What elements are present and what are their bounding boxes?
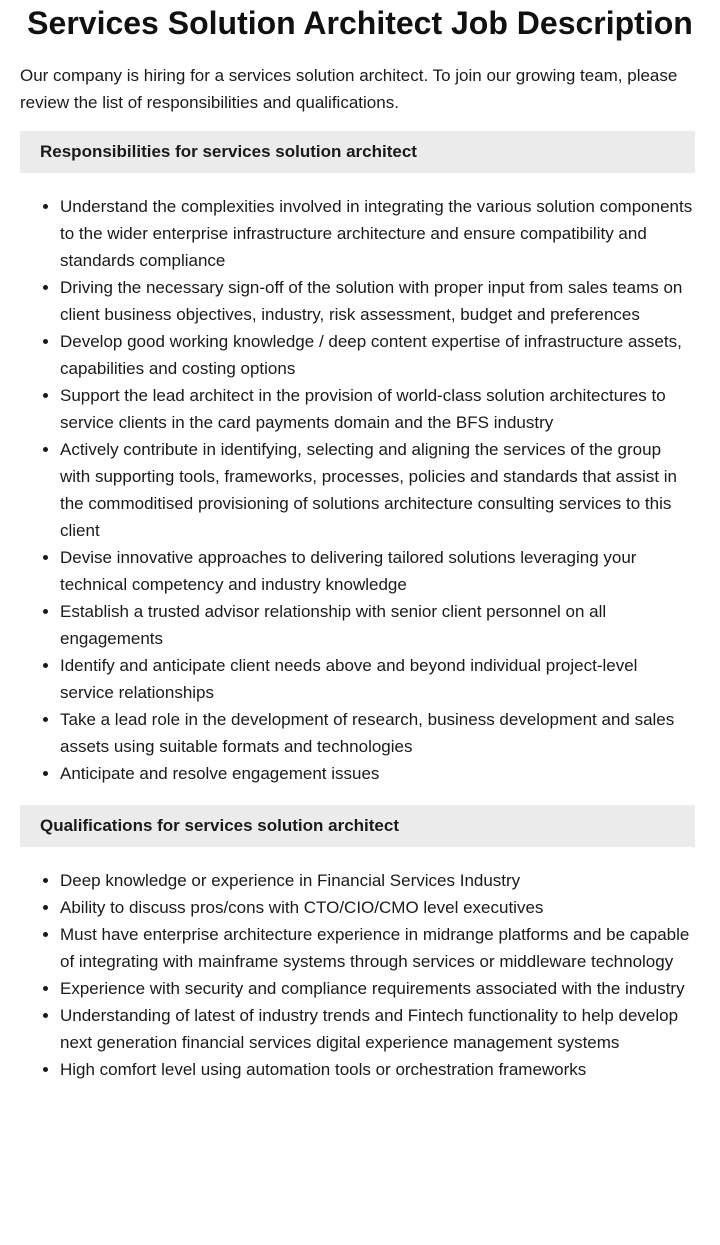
list-item: • Experience with security and compliance requirements associated with the industry <box>60 975 700 1002</box>
list-item: • Driving the necessary sign-off of the solution with proper input from sales teams on client business objectives, industry, risk assessment, budget and preferences <box>60 274 700 328</box>
list-item: • Devise innovative approaches to delivering tailored solutions leveraging your technical competency and industry knowledge <box>60 544 700 598</box>
responsibilities-list <box>0 193 700 787</box>
list-item: • Anticipate and resolve engagement issues <box>60 760 700 787</box>
list-item: • High comfort level using automation tools or orchestration frameworks <box>60 1056 700 1083</box>
list-item: • Understanding of latest of industry trends and Fintech functionality to help develop next generation financial services digital experience management systems <box>60 1002 700 1056</box>
list-item: • Must have enterprise architecture experience in midrange platforms and be capable of integrating with mainframe systems through services or middleware technology <box>60 921 700 975</box>
responsibilities-heading: Responsibilities for services solution architect <box>20 131 695 173</box>
list-item: • Deep knowledge or experience in Financial Services Industry <box>60 867 700 894</box>
list-item: • Take a lead role in the development of research, business development and sales assets using suitable formats and technologies <box>60 706 700 760</box>
list-item: • Support the lead architect in the provision of world-class solution architectures to service clients in the card payments domain and the BFS industry <box>60 382 700 436</box>
list-item: • Develop good working knowledge / deep content expertise of infrastructure assets, capabilities and costing options <box>60 328 700 382</box>
list-item: • Actively contribute in identifying, selecting and aligning the services of the group with supporting tools, frameworks, processes, policies and standards that assist in the commoditised provisioning of solutions architecture consulting services to this client <box>60 436 700 544</box>
qualifications-heading: Qualifications for services solution architect <box>20 805 695 847</box>
page-title: Services Solution Architect Job Description <box>27 5 693 41</box>
list-item: • Ability to discuss pros/cons with CTO/CIO/CMO level executives <box>60 894 700 921</box>
intro-paragraph: Our company is hiring for a services solution architect. To join our growing team, please review the list of responsibilities and qualifications. <box>20 66 678 112</box>
list-item: • Understand the complexities involved in integrating the various solution components to the wider enterprise infrastructure architecture and ensure compatibility and standards compliance <box>60 193 700 274</box>
list-item: • Identify and anticipate client needs above and beyond individual project-level service relationships <box>60 652 700 706</box>
qualifications-list <box>0 867 700 1083</box>
list-item: • Establish a trusted advisor relationship with senior client personnel on all engagements <box>60 598 700 652</box>
